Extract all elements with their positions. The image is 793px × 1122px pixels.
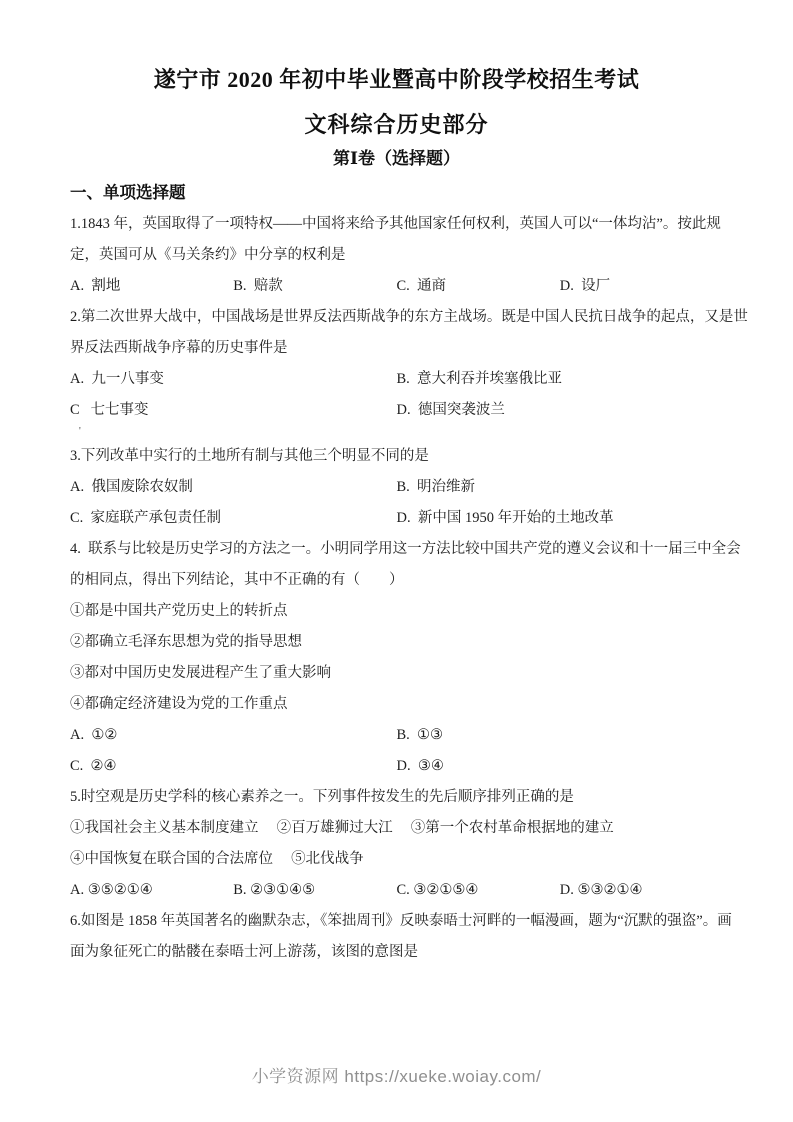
question-4-options-row-1 [70,720,723,751]
question-4-text-line-1: 4. 联系与比较是历史学习的方法之一。小明同学用这一方法比较中国共产党的遵义会议和十一届三中全会 [70,541,741,557]
question-4-statement-1: ①都是中国共产党历史上的转折点 [70,603,288,619]
option-b: B. 明治维新 [396,479,476,495]
question-3 [70,441,723,534]
option-d: D. 设厂 [559,278,611,294]
question-6-text-line-2: 面为象征死亡的骷髅在泰晤士河上游荡，该图的意图是 [70,944,418,960]
option-a: A. ③⑤②①④ [70,882,153,898]
question-2-text-line-1: 2.第二次世界大战中，中国战场是世界反法西斯战争的东方主战场。既是中国人民抗日战争的起点，又是世 [70,309,748,325]
question-4-statement-4: ④都确定经济建设为党的工作重点 [70,696,288,712]
option-d: D. ③④ [396,758,444,774]
question-1-text-line-2: 定，英国可从《马关条约》中分享的权利是 [70,247,346,263]
option-c: C. ②④ [70,758,117,774]
question-4 [70,534,741,782]
option-b: B. 意大利吞并埃塞俄比亚 [396,371,563,387]
option-c: C. 家庭联产承包责任制 [70,510,222,526]
option-d: D. ⑤③②①④ [559,882,643,898]
option-b: B. 赔款 [233,278,283,294]
question-6-text-line-1: 6.如图是 1858 年英国著名的幽默杂志，《笨拙周刊》反映泰晤士河畔的一幅漫画，题为“沉默的强盗”。画 [70,913,732,929]
question-4-statement-2: ②都确立毛泽东思想为党的指导思想 [70,634,302,650]
question-2-text-line-2: 界反法西斯战争序幕的历史事件是 [70,340,288,356]
question-4-statement-3: ③都对中国历史发展进程产生了重大影响 [70,665,331,681]
part-heading: 一、单项选择题 [70,183,186,202]
exam-title: 遂宁市 2020 年初中毕业暨高中阶段学校招生考试 [153,67,640,92]
question-5-options-row [70,875,723,906]
question-4-text-line-2: 的相同点，得出下列结论，其中不正确的有（ ） [70,572,404,588]
option-d: D. 德国突袭波兰 [396,402,505,418]
question-1-text-line-1: 1.1843 年，英国取得了一项特权——中国将来给予其他国家任何权利，英国人可以“一体均沾”。按此规 [70,216,721,232]
watermark-footer: 小学资源网 https://xueke.woiay.com/ [251,1067,542,1086]
question-3-options-row-1 [70,472,723,503]
option-d: D. 新中国 1950 年开始的土地改革 [396,510,614,526]
option-b: B. ②③①④⑤ [233,882,316,898]
question-3-text-line-1: 3.下列改革中实行的土地所有制与其他三个明显不同的是 [70,448,429,464]
question-2-options-row-1 [70,364,723,395]
option-a: A. 俄国废除农奴制 [70,479,193,495]
question-5-events-line-2: ④中国恢复在联合国的合法席位 ⑤北伐战争 [70,851,364,867]
question-5-events-line-1: ①我国社会主义基本制度建立 ②百万雄狮过大江 ③第一个农村革命根据地的建立 [70,820,614,836]
question-3-options-row-2 [70,503,723,534]
question-2-options-row-2 [70,395,723,426]
option-c: C. 通商 [396,278,447,294]
exam-subtitle: 文科综合历史部分 [304,112,489,137]
question-5 [70,782,723,906]
option-a: A. 九一八事变 [70,371,164,387]
question-1 [70,209,723,302]
question-4-options-row-2 [70,751,723,782]
question-1-options-row [70,271,723,302]
option-a: A. 割地 [70,278,121,294]
option-c: C. ③②①⑤④ [396,882,479,898]
option-a: A. ①② [70,727,118,743]
question-2 [70,302,748,441]
question-5-text-line-1: 5.时空观是历史学科的核心素养之一。下列事件按发生的先后顺序排列正确的是 [70,789,574,805]
page-content [0,64,793,968]
stray-scan-mark: ' [79,426,81,437]
option-b: B. ①③ [396,727,444,743]
question-6 [70,906,732,968]
section-title: 第Ⅰ卷（选择题） [333,149,460,168]
option-c: C 七七事变 [70,402,149,418]
